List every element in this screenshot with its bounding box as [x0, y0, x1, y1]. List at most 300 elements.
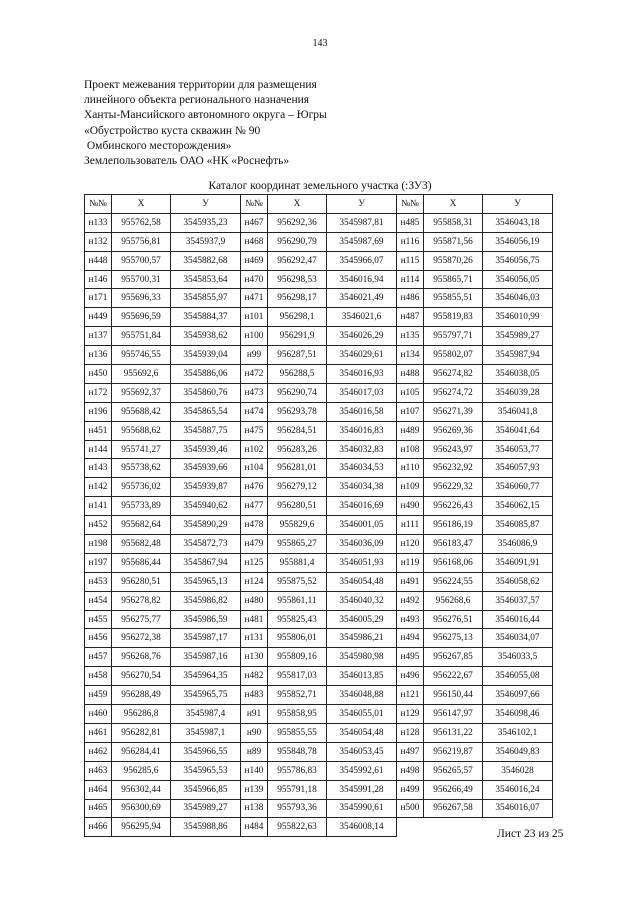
table-cell: н490 [397, 497, 424, 516]
table-cell: н470 [241, 270, 268, 289]
table-cell: н459 [85, 686, 112, 705]
table-cell: н101 [241, 308, 268, 327]
table-cell: н448 [85, 251, 112, 270]
table-cell: н457 [85, 648, 112, 667]
table-cell: 955688,62 [112, 421, 171, 440]
table-cell: 955806,01 [268, 629, 327, 648]
table-cell: 3546016,58 [327, 402, 397, 421]
table-cell: н499 [397, 780, 424, 799]
table-cell: 956285,6 [112, 761, 171, 780]
table-cell: н172 [85, 383, 112, 402]
table-cell: 3546016,07 [483, 799, 553, 818]
table-cell: н137 [85, 327, 112, 346]
table-cell: 3545987,17 [171, 629, 241, 648]
table-cell: 3546037,57 [483, 591, 553, 610]
table-cell: 3546010,99 [483, 308, 553, 327]
table-cell: 3546016,94 [327, 270, 397, 289]
table-cell: 956288,5 [268, 365, 327, 384]
table-row [85, 535, 553, 554]
table-cell: н487 [397, 308, 424, 327]
table-cell: н454 [85, 591, 112, 610]
table-cell: 956284,41 [112, 742, 171, 761]
table-cell: 3546053,45 [327, 742, 397, 761]
table-cell: 956229,32 [424, 478, 483, 497]
table-cell: н91 [241, 705, 268, 724]
table-cell: 3546021,49 [327, 289, 397, 308]
table-row [85, 327, 553, 346]
table-cell: н102 [241, 440, 268, 459]
table-cell: н171 [85, 289, 112, 308]
table-cell: 3546053,77 [483, 440, 553, 459]
table-cell: 956283,26 [268, 440, 327, 459]
table-cell: 956267,85 [424, 648, 483, 667]
table-cell: 3546033,5 [483, 648, 553, 667]
table-cell: 3545965,53 [171, 761, 241, 780]
table-row [85, 308, 553, 327]
table-cell: 3546016,69 [327, 497, 397, 516]
table-cell: 3545987,4 [171, 705, 241, 724]
table-cell: 956298,17 [268, 289, 327, 308]
table-cell: 3546102,1 [483, 723, 553, 742]
table-cell: 956270,54 [112, 667, 171, 686]
table-cell: 955848,78 [268, 742, 327, 761]
table-cell: 955822,63 [268, 818, 327, 837]
table-cell: 956222,67 [424, 667, 483, 686]
table-cell: н132 [85, 232, 112, 251]
table-cell: н489 [397, 421, 424, 440]
table-cell: 955858,95 [268, 705, 327, 724]
table-cell: 3545940,62 [171, 497, 241, 516]
column-header: №№ [85, 195, 112, 214]
table-cell: 955861,11 [268, 591, 327, 610]
table-cell: 956287,51 [268, 346, 327, 365]
table-cell: н451 [85, 421, 112, 440]
table-cell: н471 [241, 289, 268, 308]
table-cell: 955736,02 [112, 478, 171, 497]
table-cell: 956268,76 [112, 648, 171, 667]
table-row [85, 346, 553, 365]
table-cell: 956150,44 [424, 686, 483, 705]
table-cell: н461 [85, 723, 112, 742]
table-cell: н124 [241, 572, 268, 591]
column-header: №№ [241, 195, 268, 214]
table-cell: 3545867,94 [171, 553, 241, 572]
table-cell: 3545935,23 [171, 213, 241, 232]
table-cell: н464 [85, 780, 112, 799]
table-cell: 956286,8 [112, 705, 171, 724]
table-cell: 955733,89 [112, 497, 171, 516]
table-cell: 3545992,61 [327, 761, 397, 780]
table-cell: 955809,16 [268, 648, 327, 667]
table-cell: 955793,36 [268, 799, 327, 818]
table-cell: 956298,53 [268, 270, 327, 289]
table-cell: н146 [85, 270, 112, 289]
table-cell: н121 [397, 686, 424, 705]
table-header-row [85, 195, 553, 214]
table-cell: н476 [241, 478, 268, 497]
table-cell: 3546016,24 [483, 780, 553, 799]
table-cell: 3546054,48 [327, 572, 397, 591]
table-cell: 955762,58 [112, 213, 171, 232]
table-cell: 3546034,07 [483, 629, 553, 648]
table-cell: н478 [241, 516, 268, 535]
table-cell: 3545965,13 [171, 572, 241, 591]
table-cell: 3545987,1 [171, 723, 241, 742]
table-cell: 955751,84 [112, 327, 171, 346]
table-cell: 3545986,59 [171, 610, 241, 629]
table-cell: 3546056,19 [483, 232, 553, 251]
table-cell: н455 [85, 610, 112, 629]
table-cell: 3546057,93 [483, 459, 553, 478]
table-cell: 955852,71 [268, 686, 327, 705]
table-cell: 3545987,69 [327, 232, 397, 251]
column-header: У [171, 195, 241, 214]
table-cell: 955700,31 [112, 270, 171, 289]
table-row [85, 667, 553, 686]
table-cell: 3546001,05 [327, 516, 397, 535]
table-cell: н105 [397, 383, 424, 402]
table-cell: 3546013,85 [327, 667, 397, 686]
table-cell: 3546055,08 [483, 667, 553, 686]
column-header: У [483, 195, 553, 214]
table-cell: 3546034,53 [327, 459, 397, 478]
table-cell: 955855,55 [268, 723, 327, 742]
table-cell: 955825,43 [268, 610, 327, 629]
table-cell: 956267,58 [424, 799, 483, 818]
table-cell: 3546016,83 [327, 421, 397, 440]
table-cell: н495 [397, 648, 424, 667]
table-cell: 3545872,73 [171, 535, 241, 554]
table-cell: 956282,81 [112, 723, 171, 742]
table-cell: н130 [241, 648, 268, 667]
table-cell: н196 [85, 402, 112, 421]
table-cell: н111 [397, 516, 424, 535]
table-cell: н500 [397, 799, 424, 818]
table-cell: 956275,13 [424, 629, 483, 648]
table-cell [424, 818, 483, 837]
table-cell: 956291,9 [268, 327, 327, 346]
table-cell: 3545966,85 [171, 780, 241, 799]
table-cell: 3545986,21 [327, 629, 397, 648]
table-cell: 3546051,93 [327, 553, 397, 572]
header-line: Омбинского месторождения» [84, 139, 232, 152]
table-row [85, 761, 553, 780]
table-cell: 3545938,62 [171, 327, 241, 346]
table-row [85, 572, 553, 591]
table-cell: н89 [241, 742, 268, 761]
table-row [85, 516, 553, 535]
table-cell: 956284,51 [268, 421, 327, 440]
table-cell: н480 [241, 591, 268, 610]
table-cell: 956298,1 [268, 308, 327, 327]
document-header [84, 78, 327, 169]
table-cell: 955870,26 [424, 251, 483, 270]
table-cell: 956224,55 [424, 572, 483, 591]
table-cell: 3546058,62 [483, 572, 553, 591]
header-line: линейного объекта регионального назначения [84, 94, 310, 107]
table-cell: 3545988,86 [171, 818, 241, 837]
table-cell: 956268,6 [424, 591, 483, 610]
table-cell: 955682,48 [112, 535, 171, 554]
table-cell: 956290,79 [268, 232, 327, 251]
table-cell: н482 [241, 667, 268, 686]
table-cell: н99 [241, 346, 268, 365]
table-cell: 955688,42 [112, 402, 171, 421]
table-cell: н453 [85, 572, 112, 591]
table-row [85, 365, 553, 384]
table-cell: н472 [241, 365, 268, 384]
column-header: X [112, 195, 171, 214]
table-cell: н452 [85, 516, 112, 535]
table-row [85, 610, 553, 629]
table-cell: н107 [397, 402, 424, 421]
column-header: №№ [397, 195, 424, 214]
table-cell: 956302,44 [112, 780, 171, 799]
table-cell: 3545865,54 [171, 402, 241, 421]
table-cell: 3545853,64 [171, 270, 241, 289]
table-cell: н449 [85, 308, 112, 327]
table-cell: н469 [241, 251, 268, 270]
column-header: У [327, 195, 397, 214]
table-cell: 956183,47 [424, 535, 483, 554]
table-cell: 956293,78 [268, 402, 327, 421]
table-cell: н116 [397, 232, 424, 251]
table-cell: н491 [397, 572, 424, 591]
table-cell: н197 [85, 553, 112, 572]
table-cell: н142 [85, 478, 112, 497]
table-cell: 3545987,81 [327, 213, 397, 232]
table-row [85, 497, 553, 516]
table-cell: 955700,57 [112, 251, 171, 270]
table-cell: 3546098,46 [483, 705, 553, 724]
table-cell: 3545964,35 [171, 667, 241, 686]
table-cell: н474 [241, 402, 268, 421]
table-cell: 3545937,9 [171, 232, 241, 251]
table-row [85, 440, 553, 459]
coordinates-table [84, 194, 553, 837]
table-cell: н110 [397, 459, 424, 478]
table-cell: н100 [241, 327, 268, 346]
table-cell: 955865,27 [268, 535, 327, 554]
table-cell: 3545966,07 [327, 251, 397, 270]
table-cell: 3546048,88 [327, 686, 397, 705]
table-row [85, 459, 553, 478]
table-cell: н450 [85, 365, 112, 384]
table-cell: 3546034,38 [327, 478, 397, 497]
table-cell: 3546054,48 [327, 723, 397, 742]
table-cell: н456 [85, 629, 112, 648]
table-cell: 956186,19 [424, 516, 483, 535]
table-cell: н465 [85, 799, 112, 818]
table-cell: н135 [397, 327, 424, 346]
table-cell: 955738,62 [112, 459, 171, 478]
table-cell: 956266,49 [424, 780, 483, 799]
table-cell: 956269,36 [424, 421, 483, 440]
table-cell: 955741,27 [112, 440, 171, 459]
table-cell: 955875,52 [268, 572, 327, 591]
table-row [85, 402, 553, 421]
table-cell: н140 [241, 761, 268, 780]
table-cell: 3545886,06 [171, 365, 241, 384]
table-cell: н467 [241, 213, 268, 232]
table-cell: 3546062,15 [483, 497, 553, 516]
table-row [85, 742, 553, 761]
table-cell: н493 [397, 610, 424, 629]
table-row [85, 421, 553, 440]
table-cell: 956274,72 [424, 383, 483, 402]
table-cell: 3545990,61 [327, 799, 397, 818]
table-cell: 955756,81 [112, 232, 171, 251]
table-cell: н108 [397, 440, 424, 459]
table-cell: 3546049,83 [483, 742, 553, 761]
table-cell: н119 [397, 553, 424, 572]
table-cell: 3546060,77 [483, 478, 553, 497]
table-cell: н494 [397, 629, 424, 648]
table-cell: 955802,07 [424, 346, 483, 365]
table-cell: 3546026,29 [327, 327, 397, 346]
table-cell: н477 [241, 497, 268, 516]
table-cell: 3546038,05 [483, 365, 553, 384]
table-cell: н460 [85, 705, 112, 724]
table-cell: н488 [397, 365, 424, 384]
page-number: 143 [312, 38, 328, 49]
table-cell: н114 [397, 270, 424, 289]
table-cell: 3545965,75 [171, 686, 241, 705]
table-cell: н468 [241, 232, 268, 251]
table-cell: 3546085,87 [483, 516, 553, 535]
table-cell: 955858,31 [424, 213, 483, 232]
table-cell: н198 [85, 535, 112, 554]
table-row [85, 213, 553, 232]
table-cell: н139 [241, 780, 268, 799]
table-row [85, 478, 553, 497]
table-cell: 955682,64 [112, 516, 171, 535]
table-cell: 956279,12 [268, 478, 327, 497]
table-cell: н143 [85, 459, 112, 478]
table-cell: 3545939,87 [171, 478, 241, 497]
table-cell: 956288,49 [112, 686, 171, 705]
table-cell: н125 [241, 553, 268, 572]
table-cell: 3546008,14 [327, 818, 397, 837]
table-cell: н120 [397, 535, 424, 554]
table-cell: н463 [85, 761, 112, 780]
table-cell: 3545939,46 [171, 440, 241, 459]
table-cell: 955855,51 [424, 289, 483, 308]
table-cell: 956295,94 [112, 818, 171, 837]
table-cell: н473 [241, 383, 268, 402]
table-cell: 955686,44 [112, 553, 171, 572]
table-cell: 3546016,44 [483, 610, 553, 629]
table-cell: н131 [241, 629, 268, 648]
table-cell: 3546086,9 [483, 535, 553, 554]
table-row [85, 648, 553, 667]
table-cell: 955865,71 [424, 270, 483, 289]
table-cell: н483 [241, 686, 268, 705]
table-cell: 3546040,32 [327, 591, 397, 610]
table-cell: 3546091,91 [483, 553, 553, 572]
table-row [85, 270, 553, 289]
table-cell: 3545989,27 [483, 327, 553, 346]
table-row [85, 818, 553, 837]
table-cell: 956280,51 [112, 572, 171, 591]
table-cell: н462 [85, 742, 112, 761]
header-line: Проект межевания территории для размещения [84, 79, 317, 91]
table-cell: 956147,97 [424, 705, 483, 724]
table-cell: 3546021,6 [327, 308, 397, 327]
table-cell: 3546056,05 [483, 270, 553, 289]
table-cell: 955692,6 [112, 365, 171, 384]
table-cell: 956272,38 [112, 629, 171, 648]
table-cell: 3545989,27 [171, 799, 241, 818]
table-cell: 955817,03 [268, 667, 327, 686]
table-cell: н134 [397, 346, 424, 365]
table-cell: н115 [397, 251, 424, 270]
sheet-footer: Лист 23 из 25 [497, 828, 564, 840]
table-cell: н90 [241, 723, 268, 742]
header-line: «Обустройство куста скважин № 90 [84, 124, 261, 137]
table-cell: 956281,01 [268, 459, 327, 478]
table-cell: 956300,69 [112, 799, 171, 818]
table-row [85, 629, 553, 648]
table-cell: 3545882,68 [171, 251, 241, 270]
table-cell: 956278,82 [112, 591, 171, 610]
table-row [85, 251, 553, 270]
table-cell: н475 [241, 421, 268, 440]
table-cell: н496 [397, 667, 424, 686]
table-cell: 956292,36 [268, 213, 327, 232]
table-cell: 956226,43 [424, 497, 483, 516]
table-cell: 3545980,98 [327, 648, 397, 667]
table-row [85, 686, 553, 705]
table-cell: н141 [85, 497, 112, 516]
table-cell: 955819,83 [424, 308, 483, 327]
table-cell: 3546041,8 [483, 402, 553, 421]
table-cell: 3546039,28 [483, 383, 553, 402]
table-cell: 3545855,97 [171, 289, 241, 308]
table-cell: 3545860,76 [171, 383, 241, 402]
table-cell: 3545884,37 [171, 308, 241, 327]
table-cell: 955797,71 [424, 327, 483, 346]
table-cell: 955696,59 [112, 308, 171, 327]
table-row [85, 723, 553, 742]
table-cell: 3545986,82 [171, 591, 241, 610]
table-body [85, 213, 553, 836]
table-cell: 956292,47 [268, 251, 327, 270]
table-cell: 3546043,18 [483, 213, 553, 232]
table-cell: 3545939,66 [171, 459, 241, 478]
table-cell: 3546028 [483, 761, 553, 780]
table-cell: 955791,18 [268, 780, 327, 799]
table-cell: 956275,77 [112, 610, 171, 629]
table-cell: 955871,56 [424, 232, 483, 251]
table-cell: н104 [241, 459, 268, 478]
table-cell: 3546097,66 [483, 686, 553, 705]
table-cell: 955829,6 [268, 516, 327, 535]
table-cell: 3545966,55 [171, 742, 241, 761]
table-row [85, 289, 553, 308]
table-cell: н136 [85, 346, 112, 365]
table-cell: н479 [241, 535, 268, 554]
table-cell: 956290,74 [268, 383, 327, 402]
table-row [85, 591, 553, 610]
table-cell: 3546036,09 [327, 535, 397, 554]
table-cell: 3546055,01 [327, 705, 397, 724]
table-cell: н133 [85, 213, 112, 232]
table-cell: н129 [397, 705, 424, 724]
table-cell: 3545987,16 [171, 648, 241, 667]
table-cell: 3545939,04 [171, 346, 241, 365]
table-cell: 3546046,03 [483, 289, 553, 308]
